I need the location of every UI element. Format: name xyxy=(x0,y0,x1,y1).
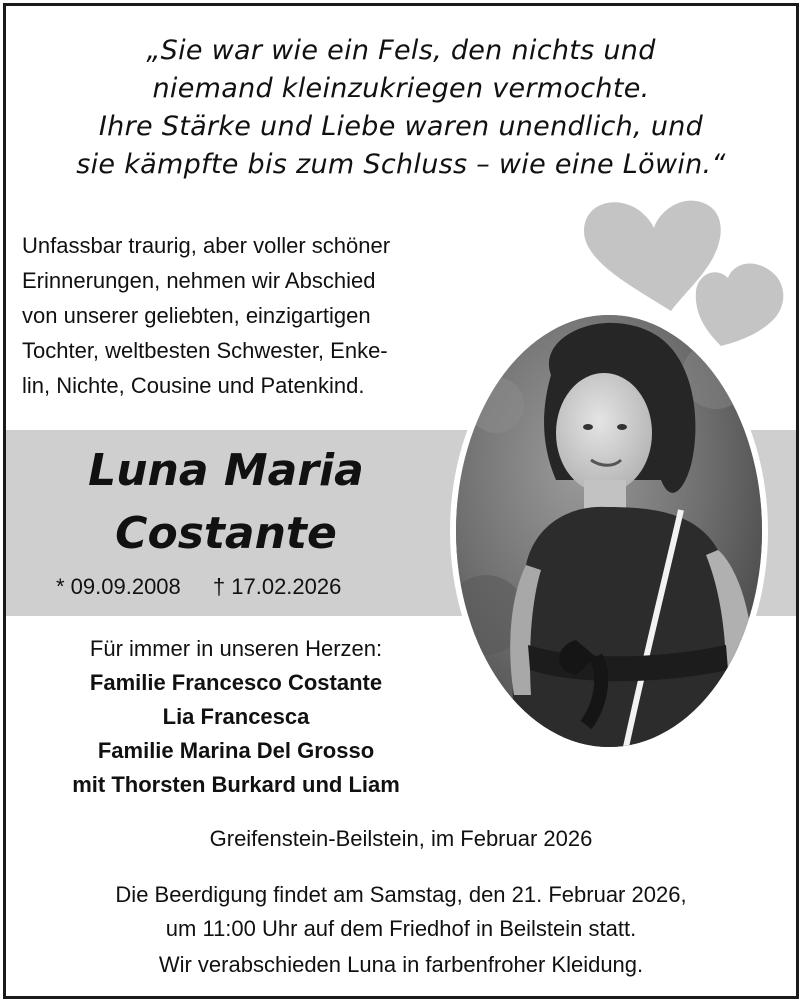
death-date: † 17.02.2026 xyxy=(212,574,342,599)
deceased-name-last: Costante xyxy=(115,508,337,559)
intro-text xyxy=(22,228,482,403)
dress-code: Wir verabschieden Luna in farbenfroher Kleidung. xyxy=(158,952,644,977)
mourner-name: mit Thorsten Burkard und Liam xyxy=(72,772,400,797)
portrait-image xyxy=(456,315,762,747)
funeral-line: um 11:00 Uhr auf dem Friedhof in Beilstein statt. xyxy=(165,916,637,941)
small-heart-icon xyxy=(696,263,784,346)
mourner-name: Familie Marina Del Grosso xyxy=(97,738,375,763)
quote-block xyxy=(16,32,786,184)
quote-line: sie kämpfte bis zum Schluss – wie eine Löwin.“ xyxy=(76,149,726,180)
mourner-name: Lia Francesca xyxy=(162,704,310,729)
intro-line: Tochter, weltbesten Schwester, Enke- xyxy=(22,338,388,363)
quote-line: Ihre Stärke und Liebe waren unendlich, und xyxy=(98,111,704,142)
intro-line: von unserer geliebten, einzigartigen xyxy=(22,303,371,328)
mourners-lead: Für immer in unseren Herzen: xyxy=(89,636,383,661)
portrait-photo xyxy=(456,315,762,747)
intro-line: lin, Nichte, Cousine und Patenkind. xyxy=(22,373,365,398)
quote-line: „Sie war wie ein Fels, den nichts und xyxy=(146,35,656,66)
intro-line: Unfassbar traurig, aber voller schöner xyxy=(22,233,391,258)
funeral-info xyxy=(6,878,796,946)
place-and-date: Greifenstein-Beilstein, im Februar 2026 xyxy=(209,826,593,851)
portrait-frame xyxy=(450,309,768,753)
mourner-name: Familie Francesco Costante xyxy=(89,670,383,695)
mourners-block xyxy=(16,632,456,802)
life-dates xyxy=(56,572,341,602)
funeral-line: Die Beerdigung findet am Samstag, den 21. Februar 2026, xyxy=(115,882,687,907)
quote-line: niemand kleinzukriegen vermochte. xyxy=(152,73,650,104)
intro-line: Erinnerungen, nehmen wir Abschied xyxy=(22,268,376,293)
birth-date: * 09.09.2008 xyxy=(56,574,181,599)
deceased-name-first: Luna Maria xyxy=(88,445,364,496)
obituary-frame xyxy=(3,3,799,999)
